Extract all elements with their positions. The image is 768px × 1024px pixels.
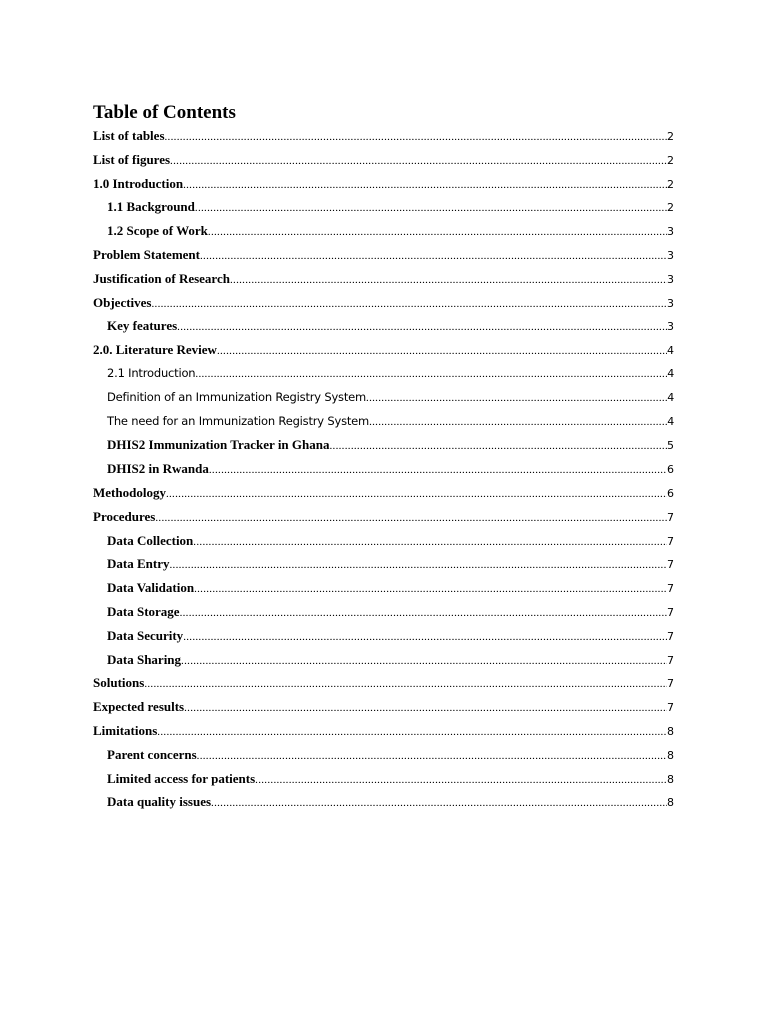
toc-page-number: 2	[667, 153, 674, 167]
toc-entry-label[interactable]: 1.0 Introduction	[93, 175, 184, 191]
toc-page-number: 4	[667, 344, 674, 358]
dot-leader	[208, 221, 667, 243]
toc-page-number: 7	[667, 510, 674, 524]
toc-entry[interactable]	[93, 719, 674, 743]
toc-page-number: 3	[667, 320, 674, 334]
toc-entry-label[interactable]: Limitations	[93, 722, 158, 738]
toc-entry-label[interactable]: Procedures	[93, 508, 156, 524]
toc-entry-label[interactable]: The need for an Immunization Registry System	[107, 413, 370, 428]
toc-entry[interactable]	[93, 624, 674, 648]
toc-entry[interactable]	[93, 529, 674, 553]
dot-leader	[255, 769, 667, 791]
toc-entry[interactable]	[93, 552, 674, 576]
toc-page-number: 7	[667, 629, 674, 643]
dot-leader	[184, 697, 667, 719]
toc-entry[interactable]	[93, 172, 674, 196]
toc-entry[interactable]	[93, 148, 674, 172]
toc-entry-label[interactable]: Methodology	[93, 484, 166, 500]
toc-entry[interactable]	[93, 267, 674, 291]
toc-entry[interactable]	[93, 362, 674, 386]
dot-leader	[169, 554, 667, 576]
toc-entry-label[interactable]: Parent concerns	[107, 746, 197, 762]
toc-entry-label[interactable]: Data Sharing	[107, 651, 182, 667]
toc-entry-label[interactable]: List of figures	[93, 151, 171, 167]
dot-leader	[183, 174, 667, 196]
toc-page-number: 8	[667, 796, 674, 810]
dot-leader	[217, 340, 667, 362]
dot-leader	[183, 626, 667, 648]
document-page	[93, 102, 674, 814]
toc-entry-label[interactable]: Data Storage	[107, 603, 180, 619]
toc-entry[interactable]	[93, 648, 674, 672]
dot-leader	[197, 745, 667, 767]
toc-entry[interactable]	[93, 457, 674, 481]
toc-entry-label[interactable]: Data Security	[107, 627, 184, 643]
dot-leader	[157, 721, 667, 743]
toc-page-number: 3	[667, 272, 674, 286]
toc-entry[interactable]	[93, 600, 674, 624]
toc-entry[interactable]	[93, 338, 674, 362]
dot-leader	[195, 197, 667, 219]
toc-entry-label[interactable]: Data Validation	[107, 580, 195, 596]
toc-page-number: 4	[667, 366, 674, 380]
toc-page-number: 3	[667, 296, 674, 310]
toc-entry-label[interactable]: DHIS2 in Rwanda	[107, 461, 209, 477]
dot-leader	[369, 411, 667, 434]
toc-title: Table of Contents	[93, 102, 236, 123]
toc-entry-label[interactable]: Expected results	[93, 699, 185, 715]
toc-page-number: 8	[667, 772, 674, 786]
toc-page-number: 8	[667, 724, 674, 738]
toc-page-number: 7	[667, 558, 674, 572]
dot-leader	[181, 650, 667, 672]
toc-page-number: 5	[667, 439, 674, 453]
toc-page-number: 6	[667, 463, 674, 477]
dot-leader	[195, 363, 667, 386]
toc-page-number: 7	[667, 534, 674, 548]
toc-page-number: 6	[667, 486, 674, 500]
dot-leader	[144, 673, 667, 695]
toc-entry-label[interactable]: Problem Statement	[93, 246, 200, 262]
toc-entry-label[interactable]: Limited access for patients	[107, 770, 256, 786]
dot-leader	[151, 293, 667, 315]
toc-entry-label[interactable]: List of tables	[93, 128, 165, 143]
toc-page-number: 2	[667, 201, 674, 215]
toc-page-number: 7	[667, 582, 674, 596]
toc-page-number: 3	[667, 248, 674, 262]
dot-leader	[200, 245, 667, 267]
dot-leader	[194, 578, 667, 600]
dot-leader	[170, 150, 667, 172]
toc-page-number: 2	[667, 177, 674, 191]
toc-entry-label[interactable]: Data Entry	[107, 556, 170, 572]
toc-entry-label[interactable]: 2.0. Literature Review	[93, 342, 217, 358]
toc-entry-label[interactable]: Definition of an Immunization Registry System	[107, 389, 367, 404]
toc-entry[interactable]	[93, 291, 674, 315]
toc-entry[interactable]	[93, 481, 674, 505]
dot-leader	[165, 126, 668, 148]
dot-leader	[211, 792, 667, 814]
toc-entry[interactable]	[93, 695, 674, 719]
toc-entry[interactable]	[93, 433, 674, 457]
dot-leader	[166, 483, 667, 505]
toc-entry-label[interactable]: DHIS2 Immunization Tracker in Ghana	[107, 437, 330, 453]
toc-page-number: 7	[667, 701, 674, 715]
toc-page-number: 8	[667, 748, 674, 762]
toc-entry-label[interactable]: Data Collection	[107, 532, 194, 548]
dot-leader	[177, 316, 667, 338]
toc-entry[interactable]	[93, 243, 674, 267]
dot-leader	[193, 531, 667, 553]
toc-list	[93, 124, 674, 814]
toc-page-number: 7	[667, 677, 674, 691]
toc-page-number: 7	[667, 653, 674, 667]
toc-entry[interactable]	[93, 505, 674, 529]
dot-leader	[155, 507, 667, 529]
toc-page-number: 4	[667, 414, 674, 428]
toc-entry-label[interactable]: 1.1 Background	[107, 199, 195, 215]
toc-entry[interactable]	[93, 386, 674, 410]
toc-entry-label[interactable]: Justification of Research	[93, 270, 230, 286]
toc-page-number: 3	[667, 225, 674, 239]
dot-leader	[230, 269, 667, 291]
toc-entry[interactable]	[93, 767, 674, 791]
toc-page-number: 2	[667, 130, 674, 143]
toc-entry[interactable]	[93, 314, 674, 338]
toc-entry-label[interactable]: Key features	[107, 318, 178, 334]
toc-entry[interactable]	[93, 410, 674, 434]
toc-entry-label[interactable]: Objectives	[93, 294, 152, 310]
toc-entry-label[interactable]: 1.2 Scope of Work	[107, 223, 208, 239]
dot-leader	[180, 602, 667, 624]
toc-entry-label[interactable]: Solutions	[93, 675, 145, 691]
dot-leader	[209, 459, 667, 481]
toc-entry[interactable]	[93, 219, 674, 243]
toc-entry[interactable]	[93, 743, 674, 767]
toc-page-number: 7	[667, 605, 674, 619]
dot-leader	[366, 387, 667, 410]
toc-page-number: 4	[667, 390, 674, 404]
toc-entry-label[interactable]: Data quality issues	[107, 794, 212, 810]
dot-leader	[329, 435, 667, 457]
toc-entry[interactable]	[93, 671, 674, 695]
toc-entry[interactable]	[93, 195, 674, 219]
toc-entry[interactable]	[93, 124, 674, 148]
toc-entry-label[interactable]: 2.1 Introduction	[107, 365, 196, 380]
toc-entry[interactable]	[93, 576, 674, 600]
toc-entry[interactable]	[93, 790, 674, 814]
